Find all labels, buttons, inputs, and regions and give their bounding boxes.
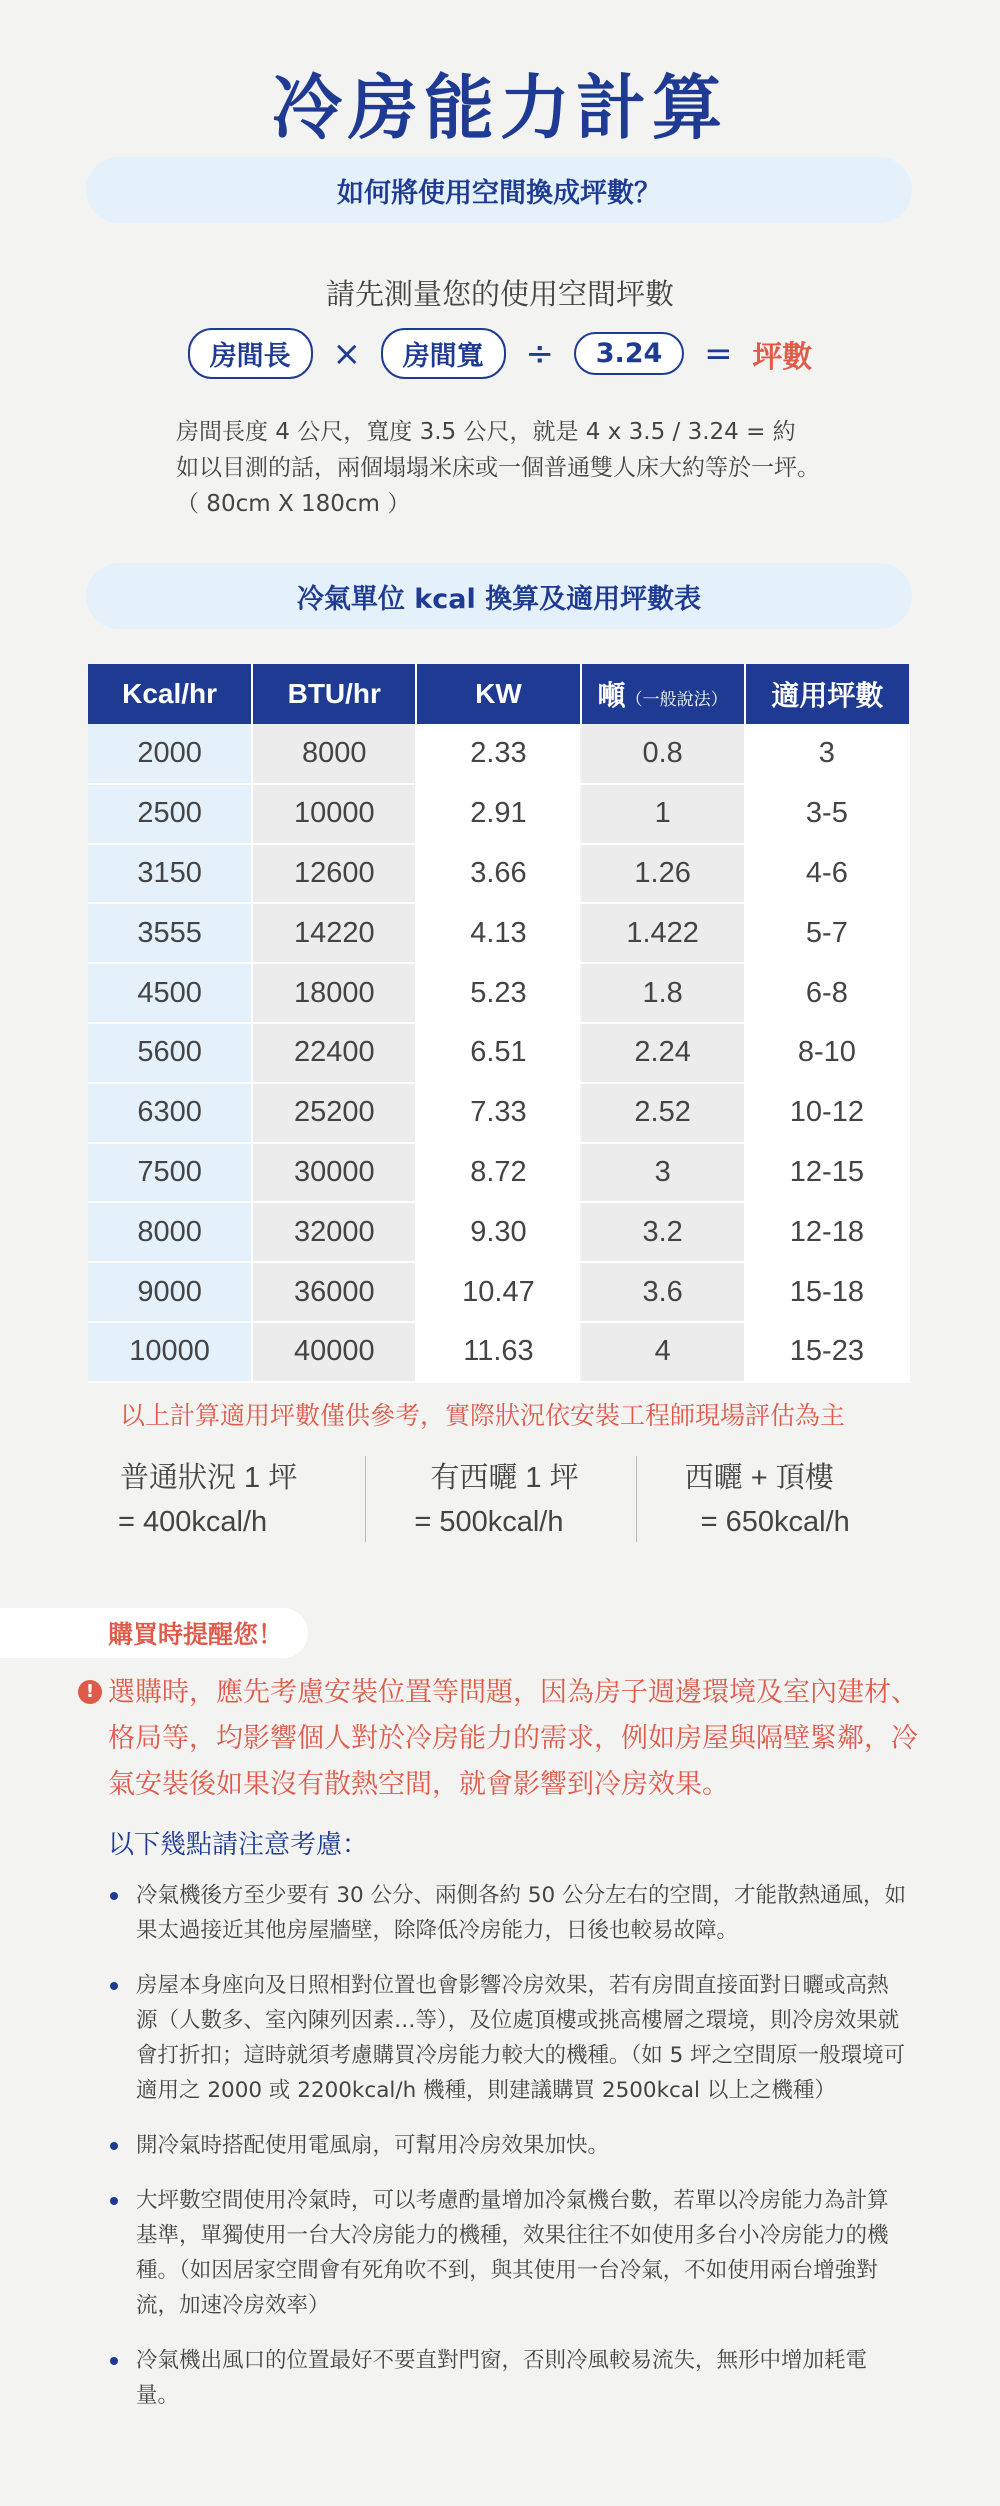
column-header-kcal: Kcal/hr [88, 664, 252, 724]
table-cell: 3.2 [581, 1202, 745, 1262]
table-row [88, 1262, 909, 1322]
table-cell: 2000 [88, 724, 252, 784]
table-cell: 4500 [88, 963, 252, 1023]
table-cell: 4-6 [745, 844, 909, 904]
table-row [88, 1202, 909, 1262]
table-cell: 7.33 [416, 1083, 580, 1143]
warning-text: 選購時，應先考慮安裝位置等問題，因為房子週邊環境及室內建材、格局等，均影響個人對於冷房能力的需求，例如房屋與隔壁緊鄰，冷氣安裝後如果沒有散熱空間，就會影響到冷房效果。 [108, 1677, 918, 1800]
table-cell: 4.13 [416, 903, 580, 963]
condition-west-sun [365, 1456, 635, 1542]
table-cell: 5-7 [745, 903, 909, 963]
table-cell: 2.24 [581, 1023, 745, 1083]
table-cell: 32000 [252, 1202, 416, 1262]
condition-value: = 650kcal/h [700, 1506, 850, 1538]
list-item: 冷氣機出風口的位置最好不要直對門窗，否則冷風較易流失，無形中增加耗電量。 [108, 2343, 908, 2413]
page-title: 冷房能力計算 [272, 67, 728, 149]
table-cell: 5.23 [416, 963, 580, 1023]
table-cell: 4 [581, 1322, 745, 1382]
table-cell: 2.52 [581, 1083, 745, 1143]
condition-west-sun-top-floor [636, 1456, 906, 1542]
ton-note: （一般說法） [625, 690, 728, 709]
list-item: 大坪數空間使用冷氣時，可以考慮酌量增加冷氣機台數，若單以冷房能力為計算基準，單獨使用一台大冷房能力的機種，效果往往不如使用多台小冷房能力的機種。（如因居家空間會有死角吹不到，與其使用一台冷氣，不如使用兩台增強對流，加速冷房效率） [108, 2183, 908, 2323]
condition-value: = 500kcal/h [414, 1506, 564, 1538]
table-cell: 1.8 [581, 963, 745, 1023]
table-cell: 10-12 [745, 1083, 909, 1143]
table-cell: 18000 [252, 963, 416, 1023]
table-cell: 3555 [88, 903, 252, 963]
condition-normal [96, 1456, 365, 1542]
table-cell: 8-10 [745, 1023, 909, 1083]
formula-width-chip: 房間寬 [381, 328, 506, 379]
table-row [88, 903, 909, 963]
column-header-area: 適用坪數 [745, 664, 909, 724]
example-text [176, 414, 936, 522]
table-cell: 3 [581, 1143, 745, 1203]
table-cell: 6300 [88, 1083, 252, 1143]
consider-heading: 以下幾點請注意考慮： [108, 1830, 369, 1860]
formula-divisor-chip: 3.24 [574, 332, 685, 375]
condition-value: = 400kcal/h [118, 1506, 268, 1538]
table-cell: 14220 [252, 903, 416, 963]
reminder-tab: 購買時提醒您！ [0, 1608, 308, 1658]
table-cell: 12600 [252, 844, 416, 904]
table-cell: 12-18 [745, 1202, 909, 1262]
table-cell: 6.51 [416, 1023, 580, 1083]
table-cell: 3 [745, 724, 909, 784]
table-cell: 22400 [252, 1023, 416, 1083]
table-cell: 2.33 [416, 724, 580, 784]
table-cell: 3-5 [745, 784, 909, 844]
table-cell: 11.63 [416, 1322, 580, 1382]
formula [0, 328, 1000, 379]
column-header-btu: BTU/hr [252, 664, 416, 724]
table-cell: 36000 [252, 1262, 416, 1322]
table-cell: 15-23 [745, 1322, 909, 1382]
table-cell: 3.66 [416, 844, 580, 904]
example-line: 如以目測的話，兩個塌塌米床或一個普通雙人床大約等於一坪。 [176, 455, 820, 481]
table-cell: 30000 [252, 1143, 416, 1203]
table-cell: 15-18 [745, 1262, 909, 1322]
table-cell: 25200 [252, 1083, 416, 1143]
table-header-row [88, 664, 909, 724]
table-cell: 40000 [252, 1322, 416, 1382]
column-header-ton [581, 664, 745, 724]
table-row [88, 844, 909, 904]
table-cell: 5600 [88, 1023, 252, 1083]
equals-icon: = [704, 333, 733, 374]
table-cell: 9.30 [416, 1202, 580, 1262]
kcal-table [88, 664, 910, 1383]
table-cell: 10.47 [416, 1262, 580, 1322]
table-row [88, 1143, 909, 1203]
table-row [88, 963, 909, 1023]
table-cell: 6-8 [745, 963, 909, 1023]
warning-block [78, 1670, 918, 1808]
table-cell: 1 [581, 784, 745, 844]
list-item: 開冷氣時搭配使用電風扇，可幫用冷房效果加快。 [108, 2128, 908, 2163]
list-item: 房屋本身座向及日照相對位置也會影響冷房效果，若有房間直接面對日曬或高熱源（人數多、室內陳列因素…等），及位處頂樓或挑高樓層之環境，則冷房效果就會打折扣；這時就須考慮購買冷房能力較大的機種。（如 5 坪之空間原一般環境可適用之 2000 或 2200kcal/h 機種，則建議購買 2500kcal 以上之機種） [108, 1968, 908, 2108]
table-cell: 3.6 [581, 1262, 745, 1322]
reference-note: 以上計算適用坪數僅供參考，實際狀況依安裝工程師現場評估為主 [120, 1401, 846, 1430]
times-icon: × [332, 333, 361, 374]
table-row [88, 1083, 909, 1143]
example-line: 房間長度 4 公尺，寬度 3.5 公尺，就是 4 x 3.5 / 3.24 = 約 [176, 419, 796, 445]
table-row [88, 724, 909, 784]
table-cell: 1.26 [581, 844, 745, 904]
ton-label: 噸 [597, 680, 626, 711]
condition-label: 普通狀況 1 坪 [120, 1462, 298, 1494]
tips-list [108, 1878, 908, 2433]
table-cell: 8000 [252, 724, 416, 784]
section-heading-kcal-table: 冷氣單位 kcal 換算及適用坪數表 [86, 563, 912, 629]
table-row [88, 1322, 909, 1382]
section-heading-area-conversion: 如何將使用空間換成坪數？ [86, 157, 912, 223]
table-row [88, 1023, 909, 1083]
condition-list [96, 1456, 906, 1542]
table-body [88, 724, 909, 1382]
table-cell: 12-15 [745, 1143, 909, 1203]
exclamation-icon: ! [78, 1680, 102, 1704]
table-cell: 8.72 [416, 1143, 580, 1203]
table-cell: 8000 [88, 1202, 252, 1262]
table-row [88, 784, 909, 844]
intro-text: 請先測量您的使用空間坪數 [325, 277, 674, 311]
formula-length-chip: 房間長 [188, 328, 313, 379]
divide-icon: ÷ [525, 333, 554, 374]
table-cell: 2500 [88, 784, 252, 844]
table-cell: 2.91 [416, 784, 580, 844]
column-header-kw: KW [416, 664, 580, 724]
example-line: （ 80cm X 180cm ） [176, 491, 411, 517]
table-cell: 0.8 [581, 724, 745, 784]
table-cell: 7500 [88, 1143, 252, 1203]
condition-label: 西曬 + 頂樓 [684, 1462, 834, 1494]
list-item: 冷氣機後方至少要有 30 公分、兩側各約 50 公分左右的空間，才能散熱通風，如果太過接近其他房屋牆壁，除降低冷房能力，日後也較易故障。 [108, 1878, 908, 1948]
condition-label: 有西曬 1 坪 [430, 1462, 579, 1494]
table-cell: 10000 [88, 1322, 252, 1382]
table-cell: 3150 [88, 844, 252, 904]
table-cell: 10000 [252, 784, 416, 844]
table-cell: 9000 [88, 1262, 252, 1322]
table-cell: 1.422 [581, 903, 745, 963]
formula-result: 坪數 [752, 339, 813, 375]
